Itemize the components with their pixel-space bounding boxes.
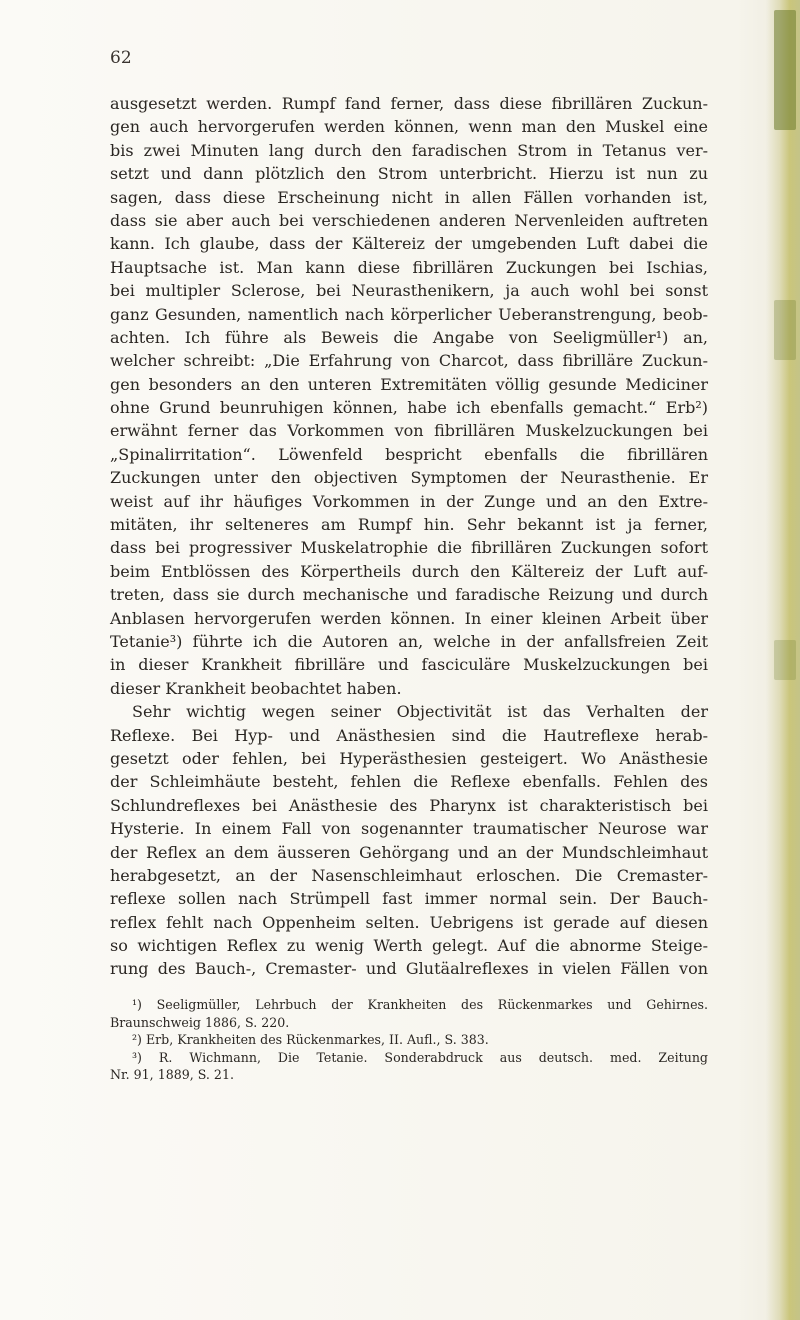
text-line: so wichtigen Reflex zu wenig Werth gelegt. Auf die abnorme Steige-: [110, 936, 708, 956]
text-line: Sehr wichtig wegen seiner Objectivität ist das Verhalten der: [132, 702, 708, 722]
text-line: in dieser Krankheit fibrilläre und fasciculäre Muskelzuckungen bei: [110, 655, 708, 675]
text-line: dieser Krankheit beobachtet haben.: [110, 678, 402, 698]
text-line: treten, dass sie durch mechanische und faradische Reizung und durch: [110, 585, 708, 605]
text-line: der Reflex an dem äusseren Gehörgang und an der Mundschleimhaut: [110, 842, 708, 862]
text-line: ausgesetzt werden. Rumpf fand ferner, dass diese fibrillären Zuckun-: [110, 94, 708, 113]
footnote-line: ¹) Seeligmüller, Lehrbuch der Krankheiten des Rückenmarkes und Gehirnes.: [132, 997, 708, 1012]
footnote-line: ³) R. Wichmann, Die Tetanie. Sonderabdruck aus deutsch. med. Zeitung: [132, 1049, 708, 1065]
text-line: reflexe sollen nach Strümpell fast immer normal sein. Der Bauch-: [110, 889, 708, 909]
footnote-line: ²) Erb, Krankheiten des Rückenmarkes, II. Aufl., S. 383.: [132, 1032, 489, 1048]
text-line: gesetzt oder fehlen, bei Hyperästhesien gesteigert. Wo Anästhesie: [110, 748, 708, 768]
text-line: bei multipler Sclerose, bei Neurasthenikern, ja auch wohl bei sonst: [110, 281, 708, 301]
page-edge-mark: [774, 300, 796, 360]
text-line: welcher schreibt: „Die Erfahrung von Charcot, dass fibrilläre Zuckun-: [110, 351, 708, 371]
text-line: Zuckungen unter den objectiven Symptomen der Neurasthenie. Er: [110, 468, 708, 488]
text-line: mitäten, ihr selteneres am Rumpf hin. Sehr bekannt ist ja ferner,: [110, 515, 708, 535]
text-line: der Schleimhäute besteht, fehlen die Reflexe ebenfalls. Fehlen des: [110, 772, 708, 792]
page-edge-mark: [774, 10, 796, 130]
text-line: beim Entblössen des Körpertheils durch den Kältereiz der Luft auf-: [110, 561, 708, 581]
text-line: Tetanie³) führte ich die Autoren an, welche in der anfallsfreien Zeit: [110, 631, 708, 651]
page-edge-strip: [766, 0, 800, 1320]
text-line: Hysterie. In einem Fall von sogenannter traumatischer Neurose war: [110, 819, 708, 839]
text-line: weist auf ihr häufiges Vorkommen in der Zunge und an den Extre-: [110, 491, 708, 511]
text-line: Schlundreflexes bei Anästhesie des Pharynx ist charakteristisch bei: [110, 795, 708, 815]
text-line: Anblasen hervorgerufen werden können. In einer kleinen Arbeit über: [110, 608, 708, 628]
page-edge-mark: [774, 640, 796, 680]
text-line: reflex fehlt nach Oppenheim selten. Uebrigens ist gerade auf diesen: [110, 912, 708, 932]
body-text: [110, 92, 708, 981]
text-line: gen auch hervorgerufen werden können, wenn man den Muskel eine: [110, 117, 708, 137]
page-number: 62: [110, 48, 132, 68]
footnotes: [110, 996, 708, 1084]
text-line: erwähnt ferner das Vorkommen von fibrillären Muskelzuckungen bei: [110, 421, 708, 441]
text-line: ganz Gesunden, namentlich nach körperlicher Ueberanstrengung, beob-: [110, 304, 708, 324]
text-line: Hauptsache ist. Man kann diese fibrillären Zuckungen bei Ischias,: [110, 257, 708, 277]
text-line: „Spinalirritation“. Löwenfeld bespricht ebenfalls die fibrillären: [110, 444, 708, 464]
text-line: setzt und dann plötzlich den Strom unterbricht. Hierzu ist nun zu: [110, 164, 708, 184]
text-line: bis zwei Minuten lang durch den faradischen Strom in Tetanus ver-: [110, 140, 708, 160]
text-line: dass bei progressiver Muskelatrophie die fibrillären Zuckungen sofort: [110, 538, 708, 558]
footnote-line: Nr. 91, 1889, S. 21.: [110, 1067, 234, 1083]
text-line: Reflexe. Bei Hyp- und Anästhesien sind die Hautreflexe herab-: [110, 725, 708, 745]
text-line: herabgesetzt, an der Nasenschleimhaut erloschen. Die Cremaster-: [110, 865, 708, 885]
text-line: dass sie aber auch bei verschiedenen anderen Nervenleiden auftreten: [110, 210, 708, 230]
footnote-line: Braunschweig 1886, S. 220.: [110, 1014, 290, 1030]
text-line: gen besonders an den unteren Extremitäten völlig gesunde Mediciner: [110, 374, 708, 394]
text-line: sagen, dass diese Erscheinung nicht in allen Fällen vorhanden ist,: [110, 187, 708, 207]
text-line: ohne Grund beunruhigen können, habe ich ebenfalls gemacht.“ Erb²): [110, 398, 708, 418]
text-line: kann. Ich glaube, dass der Kältereiz der umgebenden Luft dabei die: [110, 234, 708, 254]
text-line: rung des Bauch-, Cremaster- und Glutäalreflexes in vielen Fällen von: [110, 959, 708, 979]
text-line: achten. Ich führe als Beweis die Angabe von Seeligmüller¹) an,: [110, 327, 708, 347]
